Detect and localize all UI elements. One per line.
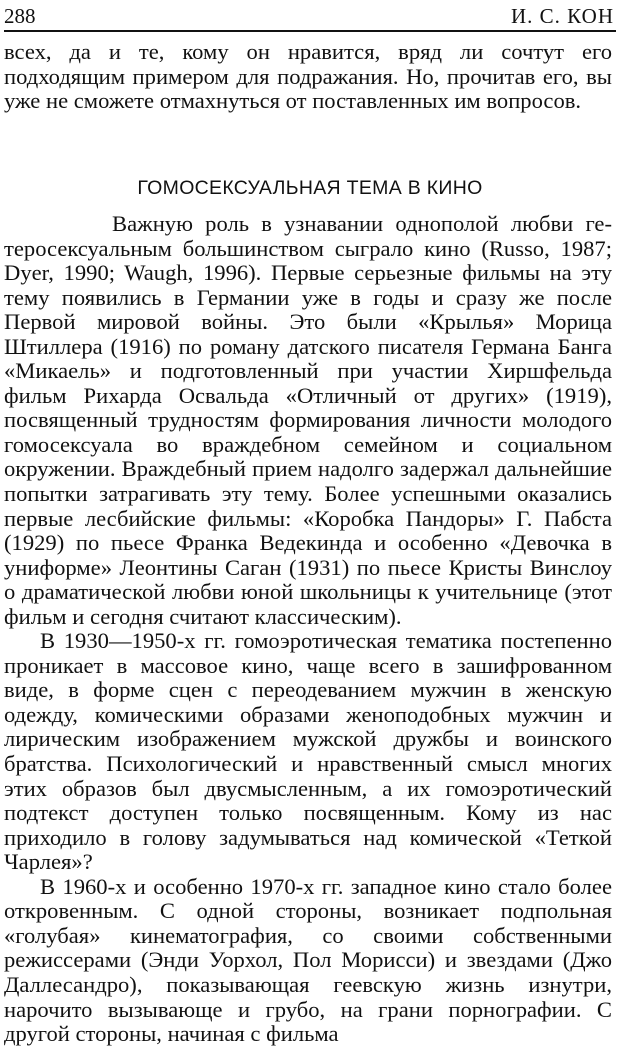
running-head: И. С. КОН — [511, 4, 614, 28]
opening-text-block — [4, 40, 612, 114]
section-heading: ГОМОСЕКСУАЛЬНАЯ ТЕМА В КИНО — [137, 177, 483, 199]
paragraph-2: В 1930—1950-х гг. гомоэротическая тематика постепенно проникает в массовое кино, чаще всего в зашифрованном виде, в форме сцен с переодеванием мужчин в женскую одежду, комическими образами женоподобных мужчин и лирическим изображением мужской дружбы и воинского братства. Психологический и нравственный смысл многих этих образов был двусмысленным, а их гомоэротический подтекст доступен только посвященным. Кому из нас приходило в голову задумываться над комической «Теткой Чарлея»? — [4, 628, 612, 875]
page-header — [4, 4, 616, 32]
section-text-block — [4, 212, 612, 1047]
paragraph-1: Важную роль в узнавании однополой любви гетеросексуальным большинством сыграло кино (Russo, 1987; Dyer, 1990; Waugh, 1996). Первые серьезные фильмы на эту тему появились в Германии уже в годы и сразу же после Первой мировой войны. Это были «Крылья» Морица Штиллера (1916) по роману датского писателя Германа Банга «Микаель» и подготовленный при участии Хиршфельда фильм Рихарда Освальда «Отличный от других» (1919), посвященный трудностям формирования личности молодого гомосексуала во враждебном семейном и социальном окружении. Враждебный прием надолго задержал дальнейшие попытки затрагивать эту тему. Более успешными оказались первые лесбийские фильмы: «Коробка Пандоры» Г. Пабста (1929) по пьесе Франка Ведекинда и особенно «Девочка в униформе» Леонтины Саган (1931) по пьесе Кристы Винслоу о драматической любви юной школьницы к учительнице (этот фильм и сегодня считают классическим). — [4, 211, 612, 629]
opening-paragraph: всех, да и те, кому он нравится, вряд ли сочтут его подходящим примером для подражания. Но, прочитав его, вы уже не сможете отмахнуться от поставленных им вопросов. — [4, 39, 612, 114]
paragraph-3: В 1960-х и особенно 1970-х гг. западное кино стало более откровенным. С одной стороны, возникает подпольная «голубая» кинематография, со своими собственными режиссерами (Энди Уорхол, Пол Морисси) и звездами (Джо Даллесандро), показывающая геевскую жизнь изнутри, нарочито вызывающе и грубо, на грани порнографии. С другой стороны, начиная с фильма — [4, 873, 612, 1047]
page-number: 288 — [4, 4, 36, 28]
